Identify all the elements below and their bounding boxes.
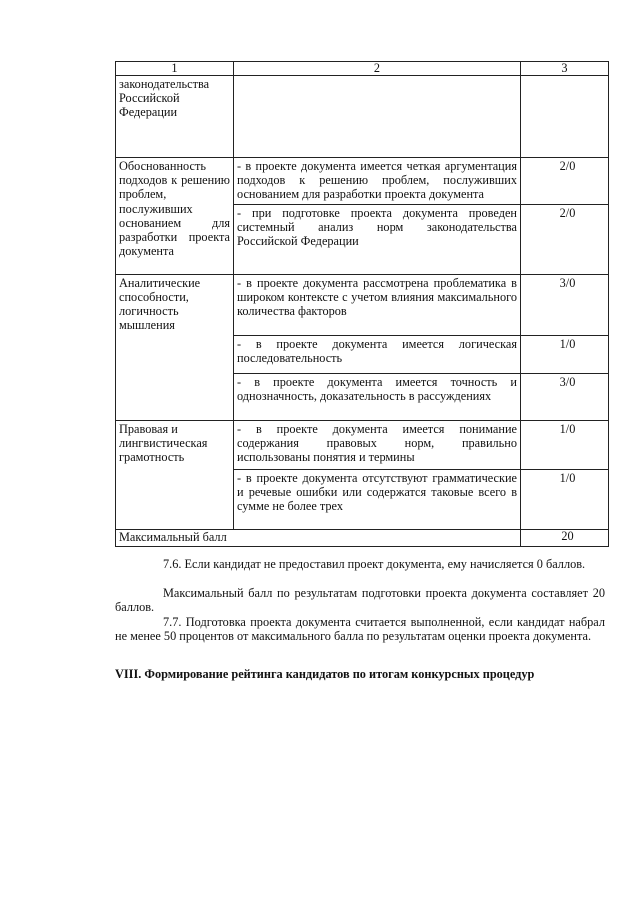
table-header-row — [116, 62, 609, 76]
score-value: 1/0 — [559, 470, 576, 485]
score-value: 2/0 — [559, 205, 576, 220]
max-score-value: 20 — [561, 528, 574, 543]
indicator-cell: - в проекте документа рассмотрена проблематика в широком контексте с учетом влияния максимального количества факторов — [234, 274, 521, 335]
indicator-cell: - в проекте документа отсутствуют грамматические и речевые ошибки или содержатся таковые всего в сумме не более трех — [234, 469, 521, 529]
table-row — [116, 158, 609, 205]
indicator-cell: - в проекте документа имеется понимание содержания правовых норм, правильно использованы понятия и термины — [234, 420, 521, 469]
paragraph-7-6: 7.6. Если кандидат не предоставил проект документа, ему начисляется 0 баллов. — [163, 557, 586, 571]
criterion-continuation: законодательства Российской Федерации — [116, 76, 234, 158]
score-value: 3/0 — [559, 374, 576, 389]
section-heading: VIII. Формирование рейтинга кандидатов по итогам конкурсных процедур — [115, 667, 535, 681]
indicator-cell: - в проекте документа имеется точность и однозначность, доказательность в рассуждениях — [234, 373, 521, 420]
score-cell — [521, 335, 609, 373]
score-cell — [521, 373, 609, 420]
column-header-3: 3 — [521, 62, 609, 76]
score-cell — [521, 274, 609, 335]
score-cell — [521, 204, 609, 274]
paragraph-7-7: 7.7. Подготовка проекта документа считается выполненной, если кандидат набрал не менее 50 процентов от максимального балла по результатам оценки проекта документа. — [115, 615, 605, 644]
evaluation-criteria-table — [115, 61, 609, 547]
score-value: 2/0 — [559, 159, 576, 173]
table-row-continuation — [116, 76, 609, 158]
empty-cell — [234, 76, 521, 158]
table-row — [116, 420, 609, 469]
column-header-2: 2 — [234, 62, 521, 76]
column-header-1: 1 — [116, 62, 234, 76]
indicator-cell: - при подготовке проекта документа проведен системный анализ норм законодательства Российской Федерации — [234, 204, 521, 274]
max-score-row — [116, 529, 609, 546]
empty-cell — [521, 76, 609, 158]
indicator-cell: - в проекте документа имеется логическая последовательность — [234, 335, 521, 373]
score-value: 1/0 — [559, 336, 576, 351]
max-score-cell — [521, 529, 609, 546]
indicator-cell: - в проекте документа имеется четкая аргументация подходов к решению проблем, послуживших основанием для разработки проекта документа — [234, 158, 521, 205]
table-row — [116, 274, 609, 335]
score-cell — [521, 158, 609, 205]
criterion-cell: Аналитические способности, логичность мышления — [116, 274, 234, 420]
criterion-cell: Обоснованность подходов к решению проблем, послуживших основанием для разработки проекта документа — [116, 158, 234, 275]
max-score-label: Максимальный балл — [116, 529, 521, 546]
criterion-cell: Правовая и лингвистическая грамотность — [116, 420, 234, 529]
paragraph-max-score: Максимальный балл по результатам подготовки проекта документа составляет 20 баллов. — [115, 586, 605, 615]
score-value: 1/0 — [559, 421, 576, 436]
score-value: 3/0 — [559, 275, 576, 290]
score-cell — [521, 420, 609, 469]
score-cell — [521, 469, 609, 529]
